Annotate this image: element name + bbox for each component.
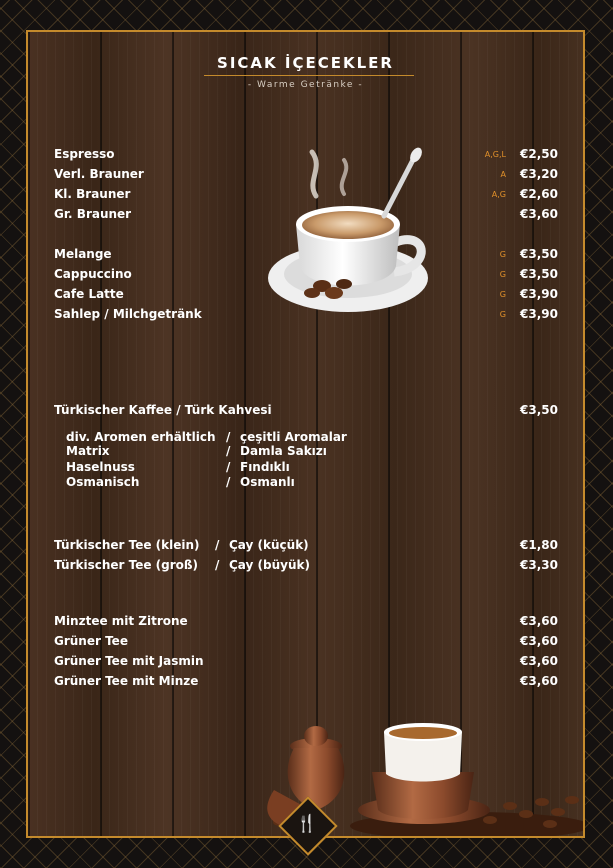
allergen-tag: A [500,170,506,179]
menu-item-name: Türkischer Kaffee / Türk Kahvesi [54,403,272,417]
menu-item-price: €3,30 [520,558,558,572]
menu-item-name: Grüner Tee mit Jasmin [54,654,204,668]
aroma-tr: / Damla Sakızı [226,444,327,458]
menu-item-name-tr: / Çay (küçük) [215,538,309,552]
menu-item-price: €2,60 [520,187,558,201]
menu-item-name: Türkischer Tee (groß) [54,558,199,572]
aroma-tr: / çeşitli Aromalar [226,430,347,444]
menu-item-name: Cafe Latte [54,287,124,301]
menu-item-price: €3,90 [520,307,558,321]
menu-item-price: €1,80 [520,538,558,552]
menu-item-price: €3,50 [520,403,558,417]
menu-item-price: €3,20 [520,167,558,181]
menu-item-price: €2,50 [520,147,558,161]
menu-item-name: Grüner Tee mit Minze [54,674,199,688]
menu-item-name: Sahlep / Milchgetränk [54,307,202,321]
menu-item-price: €3,60 [520,614,558,628]
menu-item-name: Türkischer Tee (klein) [54,538,200,552]
page-subtitle: - Warme Getränke - [247,80,364,90]
menu-item-price: €3,50 [520,247,558,261]
fork-knife-icon: 🍴 [296,814,318,834]
allergen-tag: G [499,310,506,319]
title-divider [204,75,414,76]
aroma-de: Matrix [66,444,110,458]
aroma-de: div. Aromen erhältlich [66,430,216,444]
menu-item-price: €3,50 [520,267,558,281]
aroma-de: Osmanisch [66,475,140,489]
menu-item-price: €3,60 [520,674,558,688]
menu-frame [26,30,585,838]
menu-item-price: €3,60 [520,634,558,648]
allergen-tag: G [499,270,506,279]
aroma-de: Haselnuss [66,460,135,474]
menu-item-name: Cappuccino [54,267,132,281]
menu-item-price: €3,60 [520,654,558,668]
menu-item-name: Kl. Brauner [54,187,131,201]
menu-item-price: €3,90 [520,287,558,301]
menu-item-name: Grüner Tee [54,634,128,648]
menu-item-price: €3,60 [520,207,558,221]
menu-item-name: Melange [54,247,112,261]
menu-item-name: Minztee mit Zitrone [54,614,188,628]
aroma-tr: / Fındıklı [226,460,290,474]
menu-item-name: Gr. Brauner [54,207,132,221]
coffee-cup-image [266,146,430,326]
allergen-tag: G [499,250,506,259]
allergen-tag: A,G [491,190,506,199]
allergen-tag: A,G,L [484,150,506,159]
aroma-tr: / Osmanlı [226,475,295,489]
menu-item-name: Espresso [54,147,115,161]
page-title: SICAK İÇECEKLER [217,54,394,72]
allergen-tag: G [499,290,506,299]
menu-item-name-tr: / Çay (büyük) [215,558,310,572]
menu-item-name: Verl. Brauner [54,167,144,181]
